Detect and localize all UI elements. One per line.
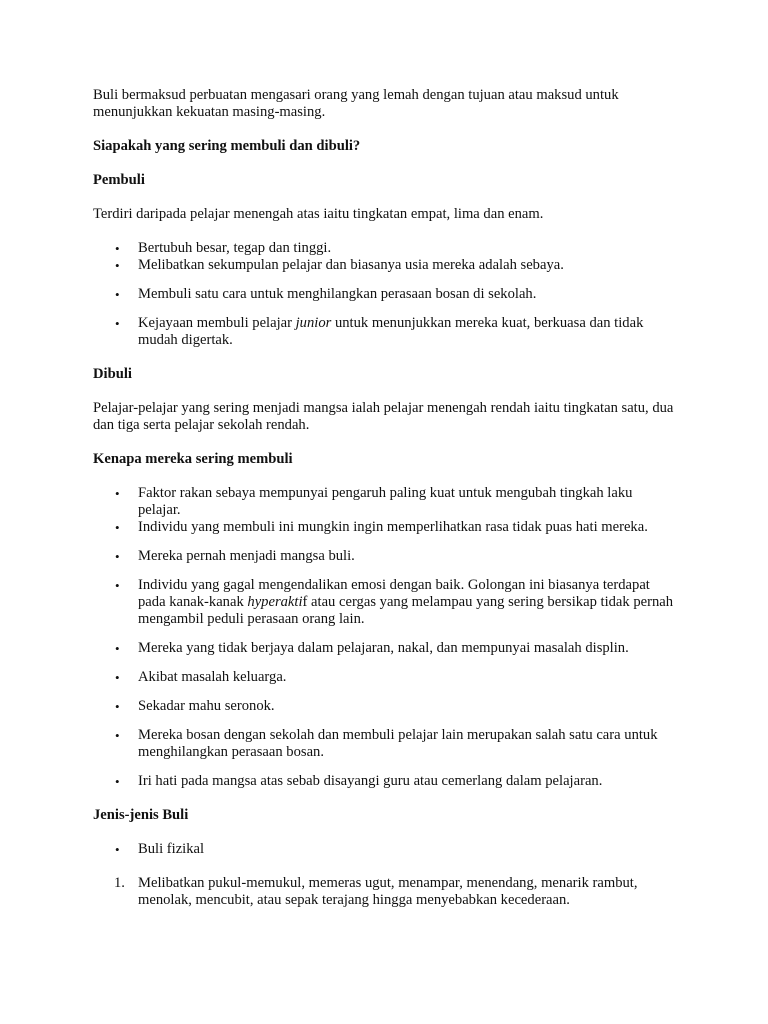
list-item <box>93 485 678 519</box>
bullet-icon: • <box>115 728 120 743</box>
bullet-icon: • <box>115 316 120 331</box>
bullet-icon: • <box>115 774 120 789</box>
kenapa-heading: Kenapa mereka sering membuli <box>93 451 293 467</box>
pembuli-heading: Pembuli <box>93 172 145 188</box>
list-item-text: Mereka bosan dengan sekolah dan membuli pelajar lain merupakan salah satu cara untuk menghilangkan perasaan bosan. <box>138 727 658 760</box>
list-item-text: Iri hati pada mangsa atas sebab disayangi guru atau cemerlang dalam pelajaran. <box>138 773 603 789</box>
list-item <box>93 577 678 628</box>
dibuli-heading: Dibuli <box>93 366 132 382</box>
bullet-icon: • <box>115 549 120 564</box>
list-item <box>93 841 678 858</box>
list-item <box>93 519 678 536</box>
dibuli-paragraph: Pelajar-pelajar yang sering menjadi mangsa ialah pelajar menengah rendah iaitu tingkatan satu, dua dan tiga serta pelajar sekolah rendah. <box>93 400 674 433</box>
question-heading: Siapakah yang sering membuli dan dibuli? <box>93 138 361 154</box>
bullet-icon: • <box>115 520 120 535</box>
pembuli-list <box>93 240 678 349</box>
list-item-text: Individu yang membuli ini mungkin ingin memperlihatkan rasa tidak puas hati mereka. <box>138 519 648 535</box>
list-item <box>93 240 678 257</box>
text-run: Individu yang gagal mengendalikan emosi dengan baik. Golongan ini biasanya terdapat pada kanak-kanak <box>138 577 650 610</box>
list-item <box>93 257 678 274</box>
intro-paragraph: Buli bermaksud perbuatan mengasari orang yang lemah dengan tujuan atau maksud untuk menunjukkan kekuatan masing-masing. <box>93 87 619 120</box>
list-item-text <box>138 315 643 348</box>
list-item-text: Faktor rakan sebaya mempunyai pengaruh paling kuat untuk mengubah tingkah laku pelajar. <box>138 485 633 518</box>
list-item-text: Mereka pernah menjadi mangsa buli. <box>138 548 355 564</box>
list-item-text: Buli fizikal <box>138 841 205 857</box>
list-item-text: Sekadar mahu seronok. <box>138 698 275 714</box>
pembuli-paragraph: Terdiri daripada pelajar menengah atas iaitu tingkatan empat, lima dan enam. <box>93 206 544 222</box>
jenis-heading: Jenis-jenis Buli <box>93 807 189 823</box>
numbered-list-item <box>93 875 678 909</box>
bullet-icon: • <box>115 670 120 685</box>
list-item <box>93 286 678 303</box>
document-page <box>93 87 678 909</box>
list-item-text: Melibatkan sekumpulan pelajar dan biasanya usia mereka adalah sebaya. <box>138 257 564 273</box>
list-number: 1. <box>114 875 125 891</box>
list-item-text: Bertubuh besar, tegap dan tinggi. <box>138 240 332 256</box>
jenis-numbered-list <box>93 875 678 909</box>
italic-text: hyperakti <box>247 594 303 610</box>
list-item-text: Akibat masalah keluarga. <box>138 669 287 685</box>
kenapa-list <box>93 485 678 790</box>
list-item <box>93 315 678 349</box>
list-item <box>93 669 678 686</box>
list-item-text: Mereka yang tidak berjaya dalam pelajaran, nakal, dan mempunyai masalah displin. <box>138 640 629 656</box>
italic-text: junior <box>295 315 332 331</box>
bullet-icon: • <box>115 641 120 656</box>
list-item <box>93 773 678 790</box>
list-item-text: Membuli satu cara untuk menghilangkan perasaan bosan di sekolah. <box>138 286 537 302</box>
text-run: untuk menunjukkan mereka kuat, berkuasa dan tidak mudah digertak. <box>138 315 644 348</box>
bullet-icon: • <box>115 241 120 256</box>
list-item <box>93 548 678 565</box>
list-item <box>93 640 678 657</box>
bullet-icon: • <box>115 578 120 593</box>
bullet-icon: • <box>115 699 120 714</box>
bullet-icon: • <box>115 258 120 273</box>
text-run: Kejayaan membuli pelajar <box>138 315 296 331</box>
bullet-icon: • <box>115 486 120 501</box>
text-run: f atau cergas yang melampau yang sering bersikap tidak pernah mengambil peduli perasaan orang lain. <box>138 594 674 627</box>
bullet-icon: • <box>115 287 120 302</box>
list-item-text <box>138 577 673 627</box>
list-item-text: Melibatkan pukul-memukul, memeras ugut, menampar, menendang, menarik rambut, menolak, mencubit, atau sepak terajang hingga menyebabkan kecederaan. <box>138 875 638 908</box>
jenis-list <box>93 841 678 858</box>
list-item <box>93 727 678 761</box>
bullet-icon: • <box>115 842 120 857</box>
list-item <box>93 698 678 715</box>
